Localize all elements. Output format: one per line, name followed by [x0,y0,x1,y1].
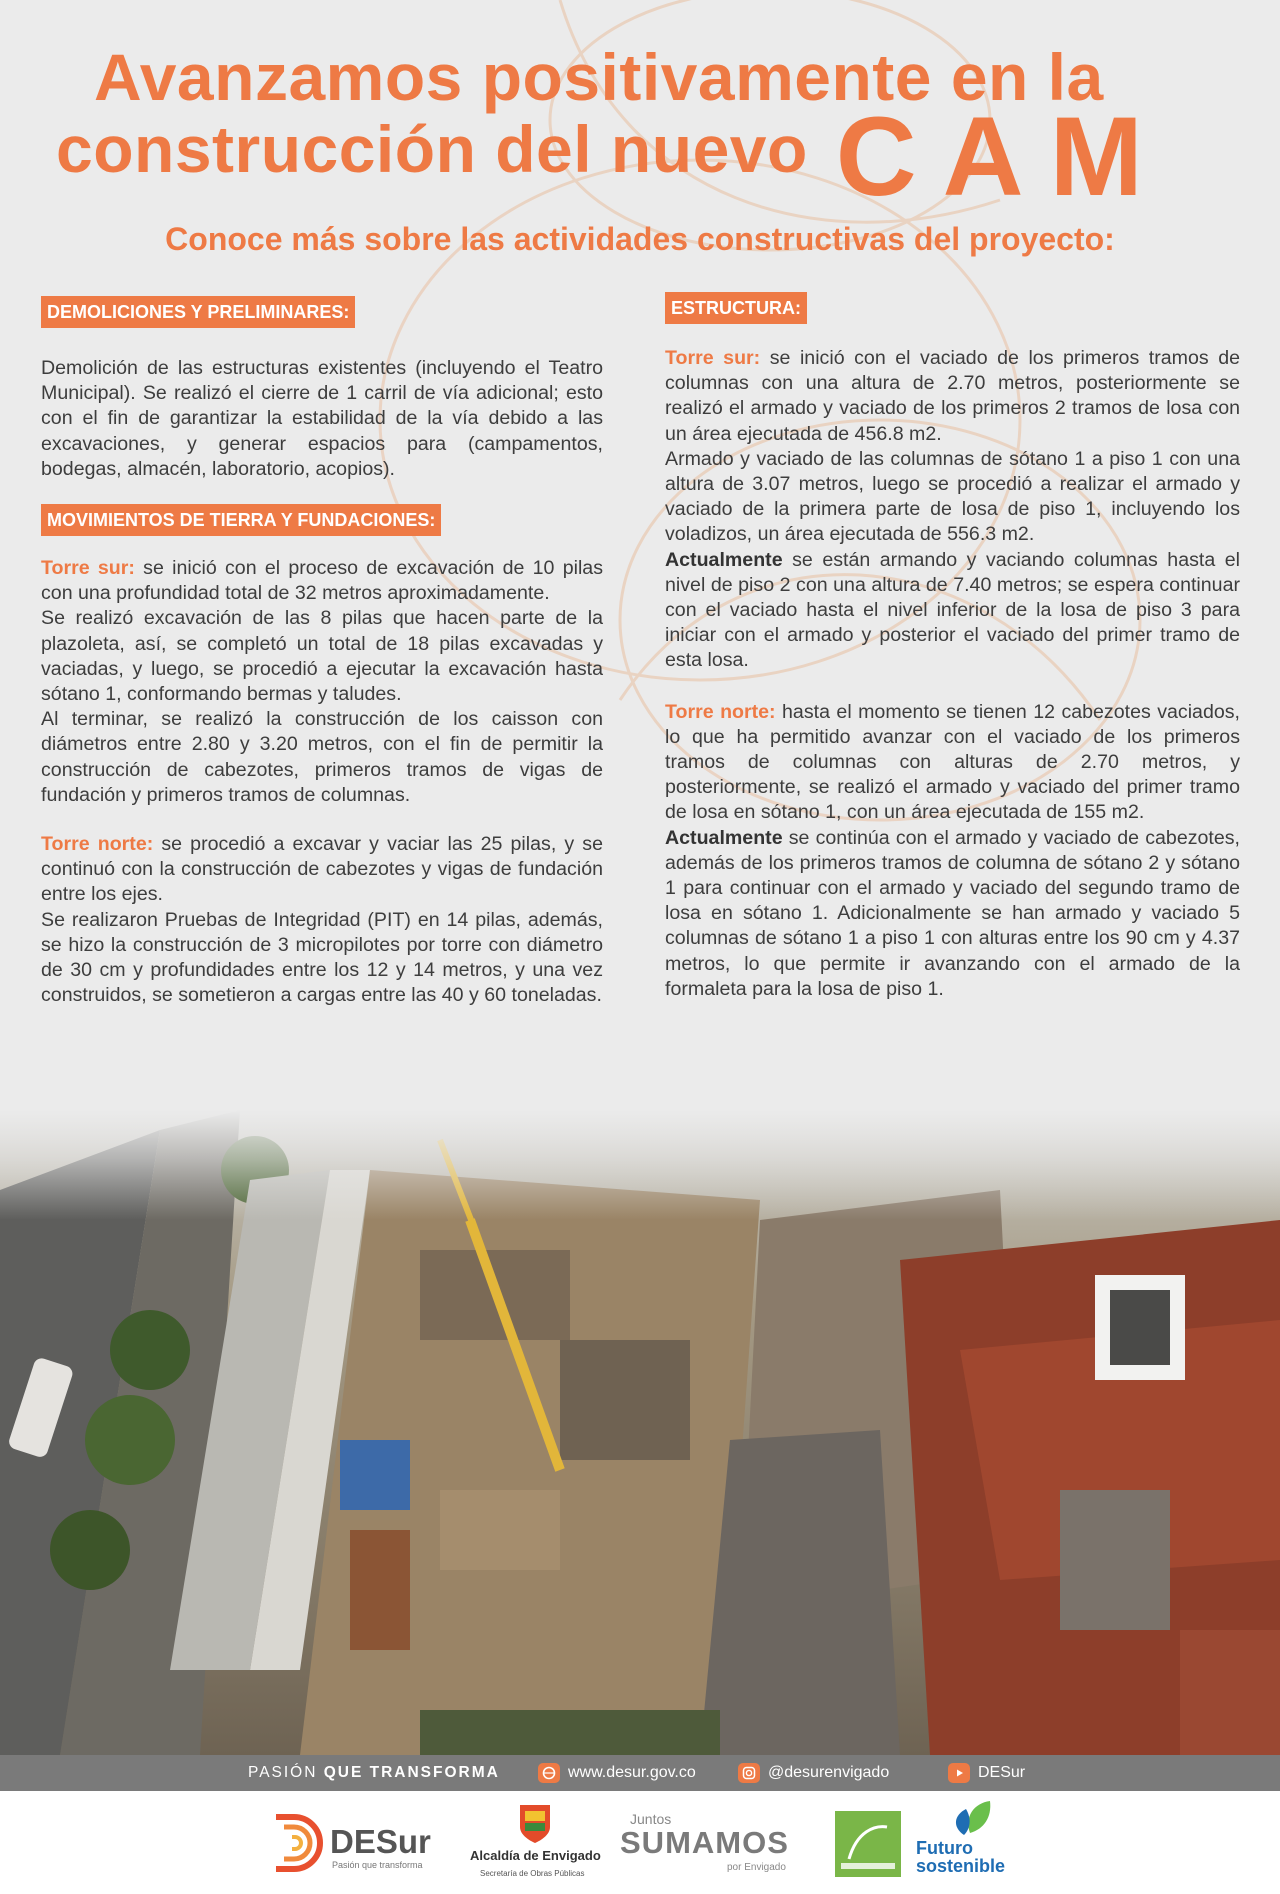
instagram-link[interactable] [738,1763,889,1783]
construction-aerial-photo [0,1110,1280,1755]
footer-slogan: PASIÓN QUE TRANSFORMA [248,1764,500,1781]
torre-sur-text: se inició con el proceso de excavación de 10 pilas con una profundidad total de 32 metros aproximadamente. [41,557,603,605]
heading-estructura: ESTRUCTURA: [665,292,807,324]
estructura-sur-label: Torre sur: [665,347,761,369]
right-column [665,292,1240,1002]
instagram-text: @desurenvigado [768,1764,890,1781]
instagram-icon [738,1763,760,1783]
youtube-icon [948,1763,970,1783]
estructura-norte-text: hasta el momento se tienen 12 cabezotes vaciados, lo que ha permitido avanzar con el vaciado de los primeros tramos de columnas con alturas de 2.70 metros, y posteriormente, se realizó el armado y vaciado del primer tramo de losa en sótano 1, con un área ejecutada de 155 m2. [665,700,1240,824]
estructura-sur-p2: Armado y vaciado de las columnas de sótano 1 a piso 1 con una altura de 3.07 metros, luego se procedió a realizar el armado y vaciado de la primera parte de losa de piso 1, incluyendo los voladizos, un área ejecutada de 556.3 m2. [665,447,1240,546]
title-cam: CAM [835,94,1169,219]
web-icon [538,1763,560,1783]
torre-norte-p2: Se realizaron Pruebas de Integridad (PIT) en 14 pilas, además, se hizo la construcción de 3 micropilotes por torre con diámetro de 30 cm y profundidades entre los 12 y 14 metros, y una vez construidos, se sometieron a cargas entre las 40 y 60 toneladas. [41,908,603,1007]
torre-sur-p3: Al terminar, se realizó la construcción de los caisson con diámetros entre 2.80 y 3.20 metros, con el fin de permitir la construcción de cabezotes, primeros tramos de vigas de fundación y primeros tramos de columnas. [41,708,603,806]
actualmente-text-sur: se están armando y vaciando columnas hasta el nivel de piso 2 con una altura de 7.40 metros; se espera continuar con el vaciado hasta el nivel inferior de la losa de piso 3 para iniciar con el armado y posterior el vaciado del primer tramo de esta losa. [665,548,1240,672]
title-line-1: Avanzamos positivamente en la [94,40,1104,114]
alcaldia-logo-text: Alcaldía de Envigado [470,1848,601,1863]
page-title [56,40,1236,219]
estructura-sur-text: se inició con el vaciado de los primeros tramos de columnas con una altura de 2.70 metros, posteriormente se realizó el armado y vaciado de los primeros 2 tramos de losa con un área ejecutada de 456.8 m2. [665,347,1240,445]
actualmente-label-norte: Actualmente [665,826,783,849]
torre-sur-label: Torre sur: [41,557,135,580]
desur-logo-text: DESur [330,1823,431,1860]
desur-logo-icon [272,1813,328,1873]
logos-row [0,1791,1280,1894]
title-line-2: construcción del nuevo [56,112,808,186]
website-text: www.desur.gov.co [568,1764,696,1781]
torre-sur-fundaciones [41,556,603,606]
actualmente-text-norte: se continúa con el armado y vaciado de cabezotes, además de los primeros tramos de columna de sótano 2 y sótano 1 para continuar con el armado y vaciado del segundo tramo de losa en sótano 1. Adicionalmente se han armado y vaciado 5 columnas de sótano 1 a piso 1 con alturas entre los 90 cm y 4.37 metros, lo que permite ir avanzando con el armado de la formaleta para la losa de piso 1. [665,826,1240,1000]
estructura-norte-actualmente [665,826,1240,1002]
estructura-torre-norte [665,700,1240,826]
heading-demoliciones: DEMOLICIONES Y PRELIMINARES: [41,296,355,328]
left-column [41,296,603,1008]
estructura-sur-actualmente [665,548,1240,674]
torre-norte-label: Torre norte: [41,833,154,856]
alcaldia-shield-icon [518,1803,552,1845]
youtube-text: DESur [978,1764,1026,1781]
futuro-sostenible-text: Futuro sostenible [916,1838,1006,1876]
torre-sur-p2: Se realizó excavación de las 8 pilas que hacen parte de la plazoleta, así, se completó un total de 18 pilas excavadas y vaciadas, y luego, se procedió a ejecutar la excavación hasta sótano 1, conformando bermas y taludes. [41,607,603,706]
torre-norte-fundaciones [41,832,603,908]
por-envigado-text: por Envigado [727,1862,786,1873]
footer-bar [0,1755,1280,1791]
torre-norte-text: se procedió a excavar y vaciar las 25 pilas, y se continuó con la construcción de cabezotes y vigas de fundación entre los ejes. [41,833,603,906]
website-link[interactable] [538,1763,696,1783]
sumamos-logo-text: SUMAMOS [620,1825,789,1860]
alcaldia-logo-sub: Secretaría de Obras Públicas [480,1869,585,1878]
subtitle: Conoce más sobre las actividades constructivas del proyecto: [165,221,1115,257]
estructura-torre-sur [665,346,1240,447]
juntos-text: Juntos [630,1811,672,1827]
desur-logo-sub: Pasión que transforma [332,1860,423,1870]
demoliciones-text: Demolición de las estructuras existentes (incluyendo el Teatro Municipal). Se realizó el cierre de 1 carril de vía adicional; esto con el fin de garantizar la estabilidad de la vía debido a las excavaciones, y generar espacios para (campamentos, bodegas, almacén, laboratorio, acopios). [41,357,603,480]
area-metropolitana-logo-icon [835,1811,901,1877]
heading-movimientos: MOVIMIENTOS DE TIERRA Y FUNDACIONES: [41,504,441,536]
estructura-norte-label: Torre norte: [665,700,776,723]
futuro-sostenible-leaf-icon [940,1797,1010,1837]
youtube-link[interactable] [948,1763,1025,1783]
actualmente-label-sur: Actualmente [665,548,783,571]
